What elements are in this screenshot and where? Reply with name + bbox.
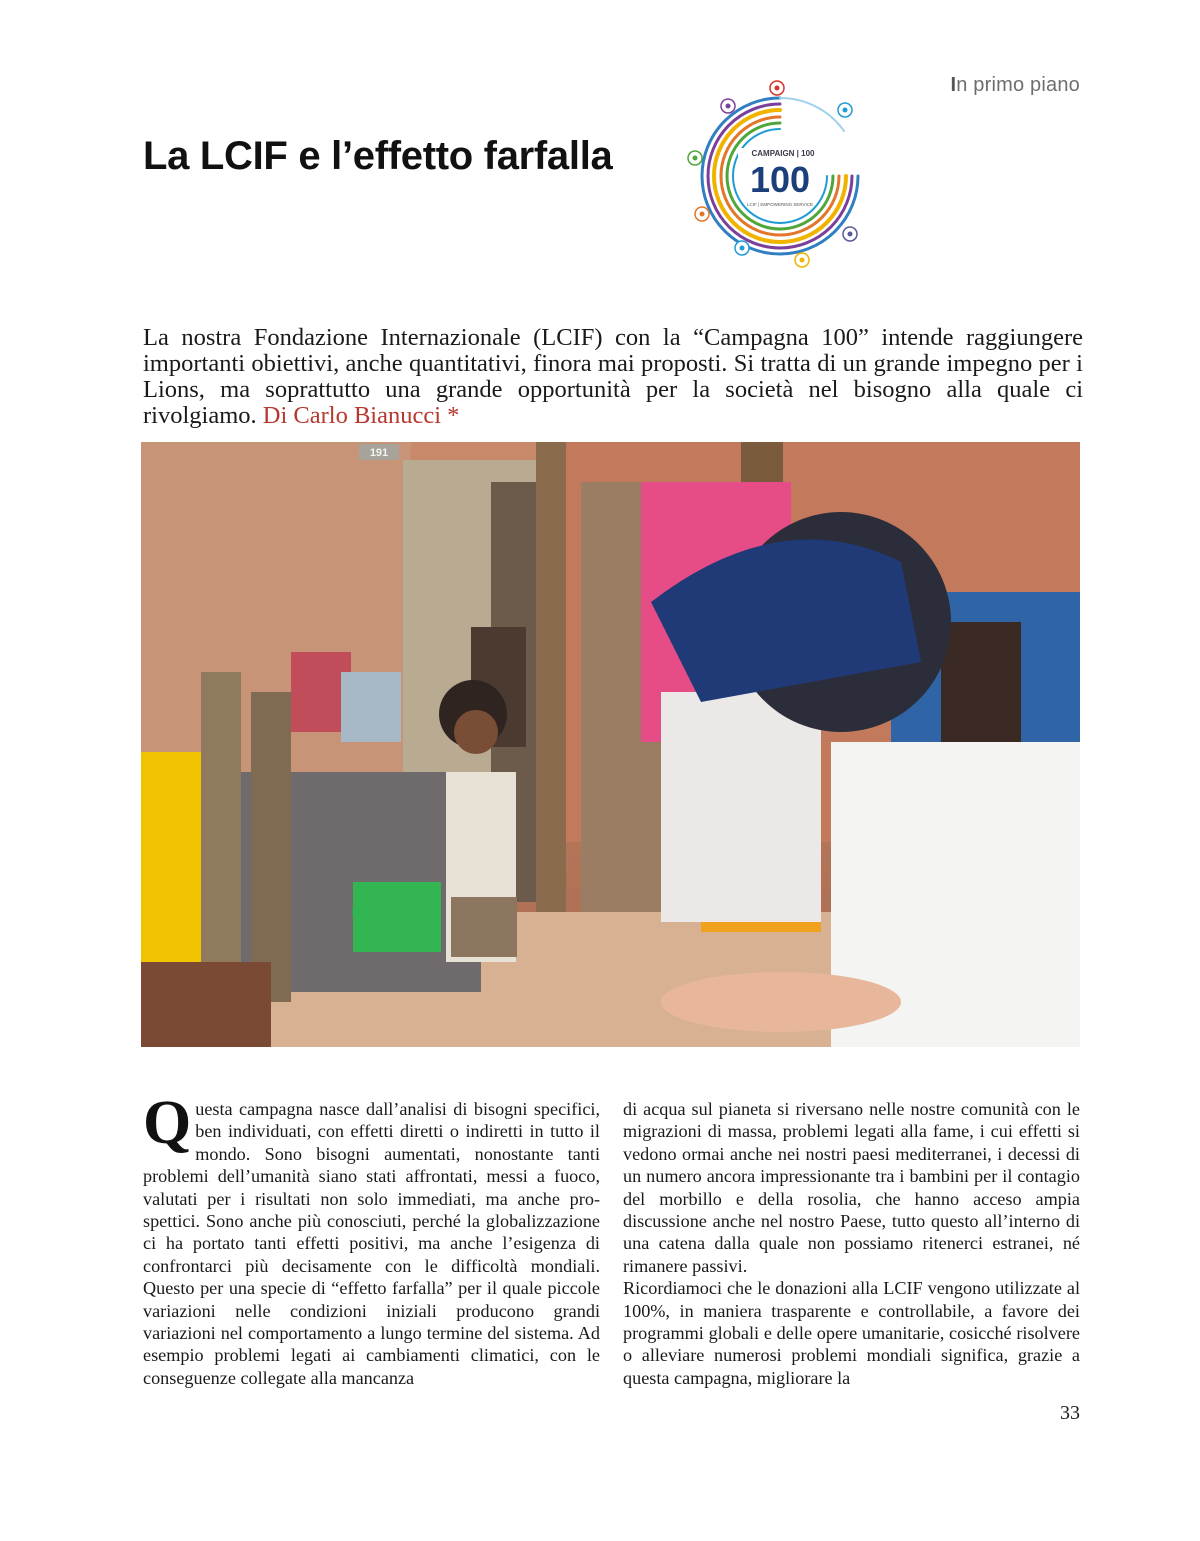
section-tag-label: n primo piano [956,74,1080,96]
logo-tagline: LCIF | EMPOWERING SERVICE [746,202,814,207]
lead-paragraph [143,325,1083,429]
body-paragraph-right-1: di acqua sul pianeta si riversano nelle nostre comunità con le migrazioni di massa, problemi legati alla fame, i cui effetti si vedono ormai anche nei nostri paesi mediterranei, i decessi di un numero ancora impressionante tra i bambini per il contagio del morbillo e della rosolia, che hanno acceso ampia discussione anche nel nostro Paese, tutto questo all’interno di una catena dalla quale non possiamo ritenerci estranei, né rimanere passivi. [623,1099,1080,1276]
door-number-plate [359,444,399,460]
article-column-right [623,1098,1080,1389]
campaign-100-logo [680,76,880,276]
drop-cap: Q [143,1089,192,1157]
section-tag-initial: I [950,74,957,96]
section-tag [950,74,1080,97]
article-title: La LCIF e l’effetto farfalla [143,134,613,178]
lead-text: La nostra Fondazione Internazionale (LCIF) con la “Campagna 100” intende raggiungere importanti obiettivi, anche quantitativi, finora mai proposti. Si tratta di un grande impegno per i Lions, ma soprattutto una grande opportunità per la società nel bisogno alla quale ci rivolgiamo. [143,324,1083,429]
author-byline: Di Carlo Bianucci * [262,402,460,429]
article-column-left [143,1089,600,1389]
page-number: 33 [1060,1402,1080,1424]
door-number: 191 [369,447,389,459]
article-photo [141,442,1080,1047]
logo-campaign-label: CAMPAIGN | 100 [751,149,815,158]
body-text-left: uesta campagna nasce dall’analisi di bisogni specifici, ben individuati, con effetti diretti o indiretti in tutto il mondo. Sono bisogni aumentati, nonostante tanti problemi dell’umanità siano stati affrontati, messi a fuoco, valutati per i risultati non solo immediati, ma anche prospettici. Sono anche più conosciuti, perché la globalizzazione ci ha portato tanti effetti positivi, ma anche l’esigenza di confrontarci più decisamente con le difficoltà mondiali. Questo per una specie di “effetto farfalla” per il quale piccole variazioni nelle condizioni iniziali producono grandi variazioni nel comportamento a lungo termine del sistema. Ad esempio problemi legati ai cambiamenti climatici, con le conseguenze collegate alla mancanza [143,1099,600,1388]
logo-number: 100 [749,159,811,200]
body-paragraph-right-2: Ricordiamoci che le donazioni alla LCIF vengono utilizzate al 100%, in maniera trasparente e controllabile, a favore dei programmi globali e delle opere umanitarie, cosicché risolvere o alleviare numerosi problemi mondiali significa, grazie a questa campagna, migliorare la [623,1278,1080,1388]
